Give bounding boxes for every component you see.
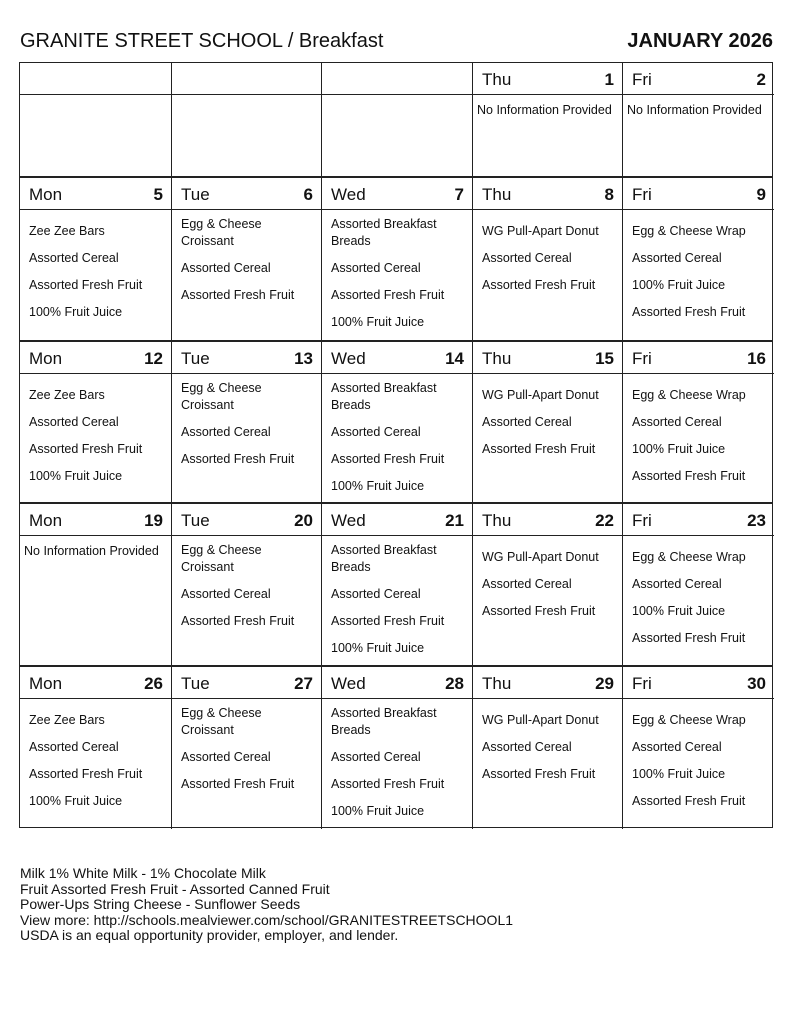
menu-item-list	[482, 223, 618, 304]
menu-item: 100% Fruit Juice	[331, 315, 425, 329]
menu-item: Assorted Cereal	[181, 750, 271, 764]
menu-item: Assorted Cereal	[29, 251, 119, 265]
menu-item-list	[331, 216, 468, 341]
menu-item: Assorted Fresh Fruit	[331, 452, 445, 466]
day-date: 28	[445, 674, 464, 693]
no-info-note: No Information Provided	[627, 103, 762, 117]
menu-item: Egg & Cheese Croissant	[181, 706, 262, 737]
menu-item: Assorted Fresh Fruit	[482, 442, 596, 456]
menu-item-list	[331, 542, 468, 667]
day-date: 19	[144, 511, 163, 530]
day-name: Tue	[181, 185, 210, 204]
day-date: 2	[756, 70, 766, 89]
menu-item-list	[29, 712, 167, 820]
menu-item: 100% Fruit Juice	[632, 604, 726, 618]
menu-item: Assorted Cereal	[181, 587, 271, 601]
day-cell	[321, 504, 472, 667]
menu-item: Assorted Fresh Fruit	[29, 278, 143, 292]
day-header	[473, 178, 622, 210]
menu-item: Assorted Cereal	[632, 251, 722, 265]
menu-item: WG Pull-Apart Donut	[482, 224, 599, 238]
day-date: 9	[756, 185, 766, 204]
menu-item: Assorted Fresh Fruit	[632, 469, 746, 483]
day-name: Tue	[181, 511, 210, 530]
day-cell	[622, 667, 774, 829]
day-name: Fri	[632, 674, 652, 693]
day-cell	[171, 178, 321, 342]
day-header	[20, 63, 171, 95]
menu-item: Zee Zee Bars	[29, 713, 105, 727]
day-date: 21	[445, 511, 464, 530]
menu-item: Assorted Fresh Fruit	[482, 604, 596, 618]
menu-item: Egg & Cheese Croissant	[181, 543, 262, 574]
day-date: 12	[144, 349, 163, 368]
day-name: Fri	[632, 185, 652, 204]
day-header	[20, 667, 171, 699]
menu-item: Assorted Cereal	[482, 740, 572, 754]
day-name: Tue	[181, 674, 210, 693]
day-date: 30	[747, 674, 766, 693]
day-header	[172, 63, 321, 95]
day-date: 23	[747, 511, 766, 530]
menu-item: WG Pull-Apart Donut	[482, 713, 599, 727]
menu-item-list	[181, 705, 317, 803]
day-date: 5	[153, 185, 163, 204]
menu-item: 100% Fruit Juice	[29, 794, 123, 808]
menu-item: Assorted Fresh Fruit	[181, 452, 295, 466]
calendar-month: JANUARY 2026	[627, 30, 773, 52]
menu-item: Assorted Fresh Fruit	[632, 794, 746, 808]
day-header	[172, 667, 321, 699]
day-header	[172, 342, 321, 374]
menu-item: 100% Fruit Juice	[29, 469, 123, 483]
day-name: Thu	[482, 70, 512, 89]
day-date: 26	[144, 674, 163, 693]
day-cell	[20, 504, 171, 667]
menu-item: Assorted Fresh Fruit	[632, 305, 746, 319]
day-date: 7	[454, 185, 464, 204]
menu-item: Zee Zee Bars	[29, 224, 105, 238]
day-name: Wed	[331, 511, 366, 530]
day-cell	[171, 667, 321, 829]
menu-item: Assorted Fresh Fruit	[29, 767, 143, 781]
menu-item: Assorted Fresh Fruit	[632, 631, 746, 645]
menu-item: Egg & Cheese Wrap	[632, 713, 746, 727]
menu-item: Assorted Fresh Fruit	[331, 288, 445, 302]
menu-item-list	[632, 549, 770, 657]
day-header	[473, 342, 622, 374]
day-cell	[622, 178, 774, 342]
day-date: 8	[604, 185, 614, 204]
menu-item: Assorted Cereal	[482, 415, 572, 429]
menu-item: Assorted Fresh Fruit	[331, 777, 445, 791]
menu-item: 100% Fruit Juice	[331, 804, 425, 818]
menu-item: 100% Fruit Juice	[29, 305, 123, 319]
day-header	[20, 342, 171, 374]
day-header	[623, 178, 774, 210]
menu-item: 100% Fruit Juice	[632, 278, 726, 292]
menu-item-list	[482, 712, 618, 793]
day-cell	[472, 667, 622, 829]
menu-item: Assorted Fresh Fruit	[29, 442, 143, 456]
menu-item: 100% Fruit Juice	[632, 767, 726, 781]
day-name: Mon	[29, 511, 63, 530]
menu-item-list	[181, 380, 317, 478]
calendar-title: GRANITE STREET SCHOOL / Breakfast	[20, 30, 384, 52]
day-cell	[472, 63, 622, 177]
menu-item-list	[331, 705, 468, 830]
menu-item: Assorted Cereal	[181, 261, 271, 275]
day-header	[20, 178, 171, 210]
menu-item: Assorted Fresh Fruit	[331, 614, 445, 628]
menu-item-list	[29, 223, 167, 331]
day-header	[322, 504, 472, 536]
day-header	[473, 667, 622, 699]
day-header	[20, 504, 171, 536]
menu-item: 100% Fruit Juice	[632, 442, 726, 456]
day-name: Mon	[29, 185, 63, 204]
day-header	[473, 504, 622, 536]
menu-item: Egg & Cheese Croissant	[181, 217, 262, 248]
menu-item: Assorted Cereal	[482, 577, 572, 591]
day-cell	[20, 667, 171, 829]
day-date: 29	[595, 674, 614, 693]
day-header	[322, 342, 472, 374]
menu-item: Assorted Fresh Fruit	[482, 278, 596, 292]
day-date: 22	[595, 511, 614, 530]
menu-item: Assorted Cereal	[181, 425, 271, 439]
menu-item: 100% Fruit Juice	[331, 479, 425, 493]
no-info-note: No Information Provided	[477, 103, 612, 117]
menu-item: Assorted Breakfast Breads	[331, 217, 437, 248]
footer-fruit: Fruit Assorted Fresh Fruit - Assorted Canned Fruit	[20, 880, 330, 897]
day-cell	[321, 667, 472, 829]
day-name: Fri	[632, 349, 652, 368]
no-info-note: No Information Provided	[24, 544, 159, 558]
day-cell	[171, 504, 321, 667]
day-date: 1	[604, 70, 614, 89]
menu-item-list	[181, 216, 317, 314]
day-name: Thu	[482, 511, 512, 530]
day-date: 16	[747, 349, 766, 368]
footer-view-more-link[interactable]: View more: http://schools.mealviewer.com/school/GRANITESTREETSCHOOL1	[20, 911, 514, 928]
menu-item: Assorted Cereal	[482, 251, 572, 265]
menu-item: Assorted Cereal	[29, 415, 119, 429]
menu-item: 100% Fruit Juice	[331, 641, 425, 655]
day-cell	[472, 504, 622, 667]
menu-item: Assorted Cereal	[331, 425, 421, 439]
day-cell	[622, 342, 774, 504]
menu-item: Assorted Cereal	[331, 587, 421, 601]
day-name: Tue	[181, 349, 210, 368]
day-name: Thu	[482, 349, 512, 368]
menu-item: Egg & Cheese Wrap	[632, 224, 746, 238]
footer-notes	[20, 866, 513, 944]
day-header	[322, 667, 472, 699]
menu-item: Assorted Cereal	[29, 740, 119, 754]
menu-item-list	[632, 387, 770, 495]
menu-item: Assorted Fresh Fruit	[181, 614, 295, 628]
day-header	[623, 504, 774, 536]
menu-item-list	[632, 712, 770, 820]
day-date: 27	[294, 674, 313, 693]
day-header	[623, 667, 774, 699]
calendar-week	[20, 340, 772, 504]
day-header	[322, 178, 472, 210]
day-name: Wed	[331, 674, 366, 693]
calendar-week	[20, 665, 772, 829]
day-header	[172, 178, 321, 210]
day-name: Wed	[331, 185, 366, 204]
day-header	[623, 342, 774, 374]
menu-item: Egg & Cheese Wrap	[632, 388, 746, 402]
day-cell	[20, 178, 171, 342]
calendar-week	[20, 502, 772, 667]
menu-item-list	[331, 380, 468, 505]
menu-item: Assorted Breakfast Breads	[331, 706, 437, 737]
menu-item-list	[181, 542, 317, 640]
menu-item: Assorted Breakfast Breads	[331, 543, 437, 574]
menu-item: WG Pull-Apart Donut	[482, 550, 599, 564]
day-date: 15	[595, 349, 614, 368]
footer-powerups: Power-Ups String Cheese - Sunflower Seeds	[20, 896, 301, 912]
menu-item: Egg & Cheese Wrap	[632, 550, 746, 564]
menu-item: WG Pull-Apart Donut	[482, 388, 599, 402]
menu-item: Assorted Cereal	[632, 415, 722, 429]
day-date: 20	[294, 511, 313, 530]
day-date: 14	[445, 349, 464, 368]
day-header	[322, 63, 472, 95]
menu-item: Assorted Fresh Fruit	[482, 767, 596, 781]
day-cell	[622, 63, 774, 177]
menu-item: Zee Zee Bars	[29, 388, 105, 402]
menu-item: Assorted Cereal	[331, 261, 421, 275]
menu-item-list	[482, 387, 618, 468]
day-cell	[622, 504, 774, 667]
menu-item: Egg & Cheese Croissant	[181, 381, 262, 412]
day-header	[623, 63, 774, 95]
calendar-week	[20, 63, 772, 177]
day-cell	[321, 63, 472, 177]
day-cell	[171, 63, 321, 177]
day-name: Wed	[331, 349, 366, 368]
menu-item-list	[29, 387, 167, 495]
day-date: 6	[303, 185, 313, 204]
day-name: Mon	[29, 674, 63, 693]
day-header	[473, 63, 622, 95]
calendar-week	[20, 176, 772, 342]
day-name: Thu	[482, 185, 512, 204]
day-cell	[20, 63, 171, 177]
menu-item: Assorted Fresh Fruit	[181, 777, 295, 791]
day-cell	[321, 178, 472, 342]
day-name: Thu	[482, 674, 512, 693]
footer-milk: Milk 1% White Milk - 1% Chocolate Milk	[20, 865, 266, 881]
day-cell	[321, 342, 472, 504]
day-cell	[472, 342, 622, 504]
menu-calendar	[19, 62, 773, 828]
menu-item: Assorted Fresh Fruit	[181, 288, 295, 302]
day-date: 13	[294, 349, 313, 368]
day-name: Fri	[632, 511, 652, 530]
day-cell	[472, 178, 622, 342]
menu-item-list	[632, 223, 770, 331]
day-name: Mon	[29, 349, 63, 368]
day-name: Fri	[632, 70, 652, 89]
day-cell	[20, 342, 171, 504]
menu-item: Assorted Cereal	[331, 750, 421, 764]
day-header	[172, 504, 321, 536]
menu-item: Assorted Breakfast Breads	[331, 381, 437, 412]
menu-item: Assorted Cereal	[632, 577, 722, 591]
menu-item-list	[482, 549, 618, 630]
footer-usda-statement: USDA is an equal opportunity provider, employer, and lender.	[20, 927, 399, 943]
day-cell	[171, 342, 321, 504]
menu-item: Assorted Cereal	[632, 740, 722, 754]
